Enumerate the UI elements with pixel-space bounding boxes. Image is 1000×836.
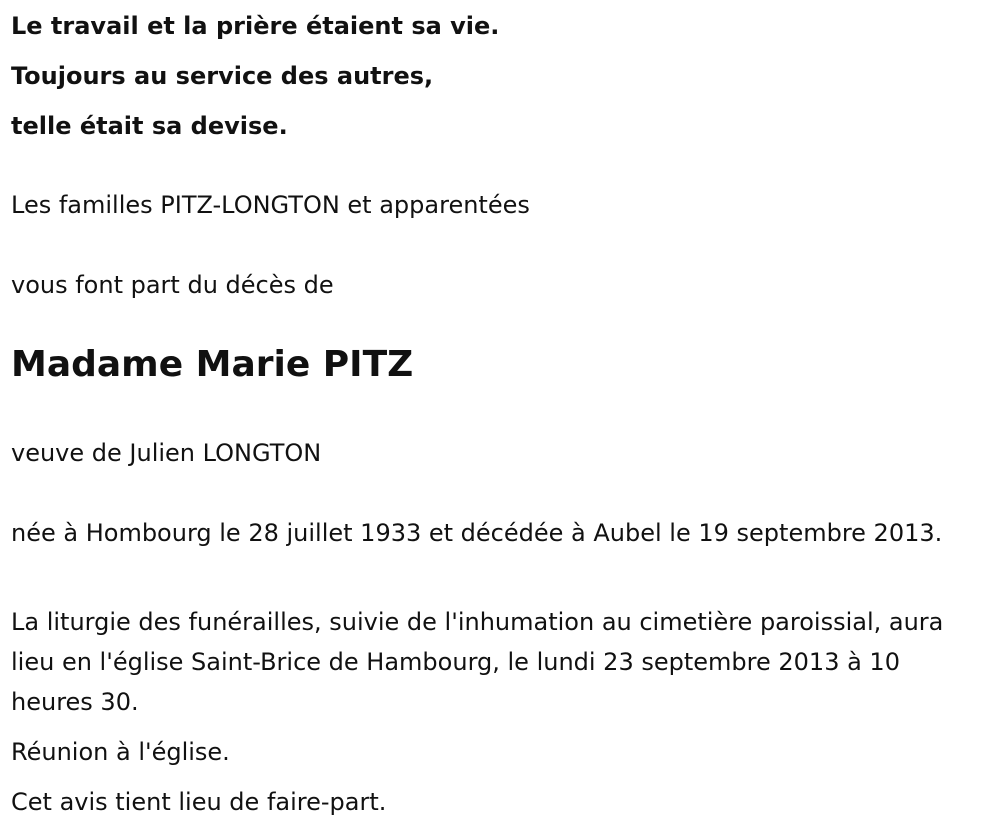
- birth-death-paragraph: née à Hombourg le 28 juillet 1933 et décédée à Aubel le 19 septembre 2013.: [11, 519, 943, 547]
- motto-line-3: telle était sa devise.: [11, 112, 288, 140]
- widow-of-line: veuve de Julien LONGTON: [11, 439, 322, 467]
- motto-line-2: Toujours au service des autres,: [11, 62, 434, 90]
- meeting-line: Réunion à l'église.: [11, 738, 230, 766]
- motto-line-1: Le travail et la prière étaient sa vie.: [11, 12, 500, 40]
- notice-line: Cet avis tient lieu de faire-part.: [11, 788, 387, 816]
- funeral-paragraph: La liturgie des funérailles, suivie de l'inhumation au cimetière paroissial, aura lieu en l'église Saint-Brice de Hambourg, le lundi 23 septembre 2013 à 10 heures 30.: [11, 608, 944, 716]
- announcement-line: vous font part du décès de: [11, 271, 334, 299]
- deceased-name: Madame Marie PITZ: [11, 344, 414, 385]
- families-line: Les familles PITZ-LONGTON et apparentées: [11, 191, 530, 219]
